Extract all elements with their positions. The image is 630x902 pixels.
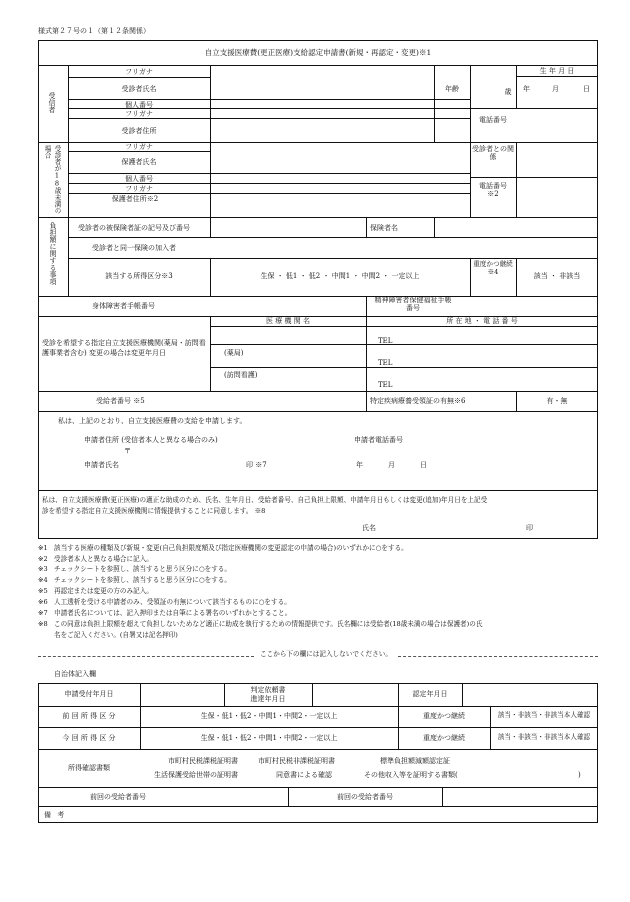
guardian-furigana-label: フリガナ xyxy=(125,143,153,151)
form-title: 自立支援医療費(更正医療)支給認定申請書(新規・再認定・変更)※1 xyxy=(204,48,432,57)
tel-2: TEL xyxy=(378,359,393,367)
guardian-name-label: 保護者氏名 xyxy=(121,158,157,166)
same-insurance-label: 受診者と同一保険の加入者 xyxy=(92,244,176,252)
institution-name-header: 医 療 機 関 名 xyxy=(266,317,310,325)
burden-section-label: 負担額に関する事項 xyxy=(49,222,57,285)
postal-mark: 〒 xyxy=(124,447,131,455)
doc-nontax-cert: 市町村民税非課税証明書 xyxy=(258,757,335,765)
heavy-options[interactable]: 該当 ・ 非該当 xyxy=(533,272,581,280)
form-code: 様式第２７号の１（第１２条関係） xyxy=(38,27,150,35)
recipient-furigana-label: フリガナ xyxy=(125,68,153,76)
doc-other: その他収入等を証明する書類( xyxy=(364,771,458,779)
curr-income-class-label: 今 回 所 得 区 分 xyxy=(62,734,116,742)
note-7: ※7 申請者氏名については、記入押印または自筆による署名のいずれかとすること。 xyxy=(38,609,292,617)
note-3: ※3 チェックシートを参照し、該当すると思う区分に○をする。 xyxy=(38,565,231,573)
applicant-name-label: 申請者氏名 xyxy=(84,461,119,469)
age-unit: 歳 xyxy=(504,88,512,96)
prev-recipient-no-label-2: 前回の受給者番号 xyxy=(337,793,393,801)
mental-handbook-label: 精神障害者保健福祉手帳番号 xyxy=(374,296,452,313)
income-class-options[interactable]: 生保 ・ 低1 ・ 低2 ・ 中間1 ・ 中間2 ・ 一定以上 xyxy=(260,272,420,280)
applicant-seal: 印 ※7 xyxy=(246,461,267,469)
note-8-cont: 名をご記入ください。(自署又は記名押印) xyxy=(54,631,178,639)
dob-day-unit: 日 xyxy=(583,85,590,93)
special-disease-options[interactable]: 有・無 xyxy=(546,397,568,405)
divider-text: ここから下の欄には記入しないでください。 xyxy=(260,650,392,658)
applicant-phone-label: 申請者電話番号 xyxy=(354,436,403,444)
guardian-relation-label: 受診者との関係 xyxy=(472,145,514,162)
application-date-day: 日 xyxy=(420,461,427,469)
consent-text-2: 診を希望する指定自立支援医療機関に情報提供することに同意します。 ※8 xyxy=(42,507,266,515)
doc-reduction-cert: 標準負担額減額認定証 xyxy=(380,757,450,765)
curr-income-class-options: 生保・低1・低2・中間1・中間2・一定以上 xyxy=(200,734,338,742)
recipient-furigana2-label: フリガナ xyxy=(125,110,153,118)
doc-tax-cert: 市町村民税課税証明書 xyxy=(168,757,238,765)
application-date-month: 月 xyxy=(388,461,395,469)
doc-welfare-cert: 生活保護受給世帯の証明書 xyxy=(154,771,238,779)
special-disease-label: 特定疾病療養受領証の有無※6 xyxy=(370,397,466,405)
tel-1: TEL xyxy=(378,337,393,345)
institution-label: 受診を希望する指定自立支援医療機関(薬局・訪問看護事業者含む) 変更の場合は変更年月日 xyxy=(42,339,206,357)
prev-income-class-options: 生保・低1・低2・中間1・中間2・一定以上 xyxy=(200,712,338,720)
pharmacy-label: (薬局) xyxy=(224,349,244,357)
institution-address-header: 所 在 地 ・ 電 話 番 号 xyxy=(446,317,518,325)
note-1: ※1 該当する医療の種類及び新規・変更(自己負担限度額及び指定医療機関の変更認定の申請の場合)のいずれかに○をする。 xyxy=(38,544,408,552)
curr-heavy-label: 重度かつ継続 xyxy=(423,734,465,742)
income-docs-label: 所得確認書類 xyxy=(68,764,110,772)
recipient-phone-label: 電話番号 xyxy=(479,116,507,124)
tel-3: TEL xyxy=(378,381,393,389)
certified-date-label: 認定年月日 xyxy=(412,690,448,698)
doc-other-close: ) xyxy=(578,771,581,779)
prev-income-class-label: 前 回 所 得 区 分 xyxy=(62,712,116,720)
curr-heavy-options: 該当・非該当・非該当本人確認 xyxy=(497,733,591,741)
insurer-label: 保険者名 xyxy=(370,224,398,232)
recipient-no-label: 受給者番号 ※5 xyxy=(96,397,145,405)
dob-month-unit: 月 xyxy=(552,85,559,93)
judge-label-2: 進達年月日 xyxy=(250,695,286,703)
insurance-no-label: 受診者の被保険者証の記号及び番号 xyxy=(78,224,190,232)
recipient-address-label: 受診者住所 xyxy=(121,127,157,135)
age-label: 年齢 xyxy=(445,85,459,93)
recipient-section-label: 受信者 xyxy=(48,92,57,113)
consent-seal: 印 xyxy=(526,524,533,532)
guardian-furigana2-label: フリガナ xyxy=(125,185,153,193)
income-class-label: 該当する所得区分※3 xyxy=(105,272,173,280)
note-4: ※4 チェックシートを参照し、該当すると思う区分に○をする。 xyxy=(38,576,231,584)
physical-handbook-label: 身体障害者手帳番号 xyxy=(92,302,155,310)
nursing-label: (訪問看護) xyxy=(224,371,258,379)
heavy-label: 重度かつ継続※4 xyxy=(473,260,513,276)
received-date-label: 申請受付年月日 xyxy=(64,690,114,698)
prev-recipient-no-label: 前回の受給者番号 xyxy=(90,793,146,801)
note-2: ※2 受診者本人と異なる場合に記入。 xyxy=(38,555,153,563)
guardian-phone-label: 電話番号※2 xyxy=(479,182,507,199)
note-6: ※6 人工透析を受ける申請者のみ、受領証の有無について該当するものに○をする。 xyxy=(38,598,291,606)
prev-heavy-label: 重度かつ継続 xyxy=(423,712,465,720)
recipient-mynumber-label: 個人番号 xyxy=(125,101,153,109)
judge-label-1: 判定依頼書 xyxy=(250,686,286,694)
dob-year-unit: 年 xyxy=(523,85,530,93)
office-table xyxy=(38,683,598,823)
remarks-label: 備 考 xyxy=(44,811,67,819)
guardian-section-label: 受診者が18歳未満の場合 xyxy=(43,145,61,214)
application-date-year: 年 xyxy=(356,461,363,469)
office-heading: 自治体記入欄 xyxy=(54,670,96,678)
guardian-mynumber-label: 個人番号 xyxy=(125,175,153,183)
dob-label: 生 年 月 日 xyxy=(539,67,575,75)
doc-consent: 同意書による確認 xyxy=(276,771,332,779)
recipient-name-label: 受診者氏名 xyxy=(121,85,157,93)
note-5: ※5 再認定または変更の方のみ記入。 xyxy=(38,587,153,595)
consent-text-1: 私は、自立支援医療費(更正医療)の適正な助成のため、氏名、生年月日、受給者番号、自己負担上限額、申請年月日もしくは変更(追加)年月日を上記受 xyxy=(42,496,488,504)
applicant-address-label: 申請者住所 (受信者本人と異なる場合のみ) xyxy=(84,436,218,444)
prev-heavy-options: 該当・非該当・非該当本人確認 xyxy=(497,711,591,719)
guardian-address-label: 保護者住所※2 xyxy=(111,195,159,203)
note-8: ※8 この同意は負担上限額を超えて負担しないためなど適正に助成を執行するための情報提供です。氏名欄には受給者(18歳未満の場合は保護者)の氏 xyxy=(38,620,483,628)
application-statement: 私は、上記のとおり、自立支援医療費の支給を申請します。 xyxy=(58,417,247,425)
consent-name-label: 氏名 xyxy=(362,524,376,532)
